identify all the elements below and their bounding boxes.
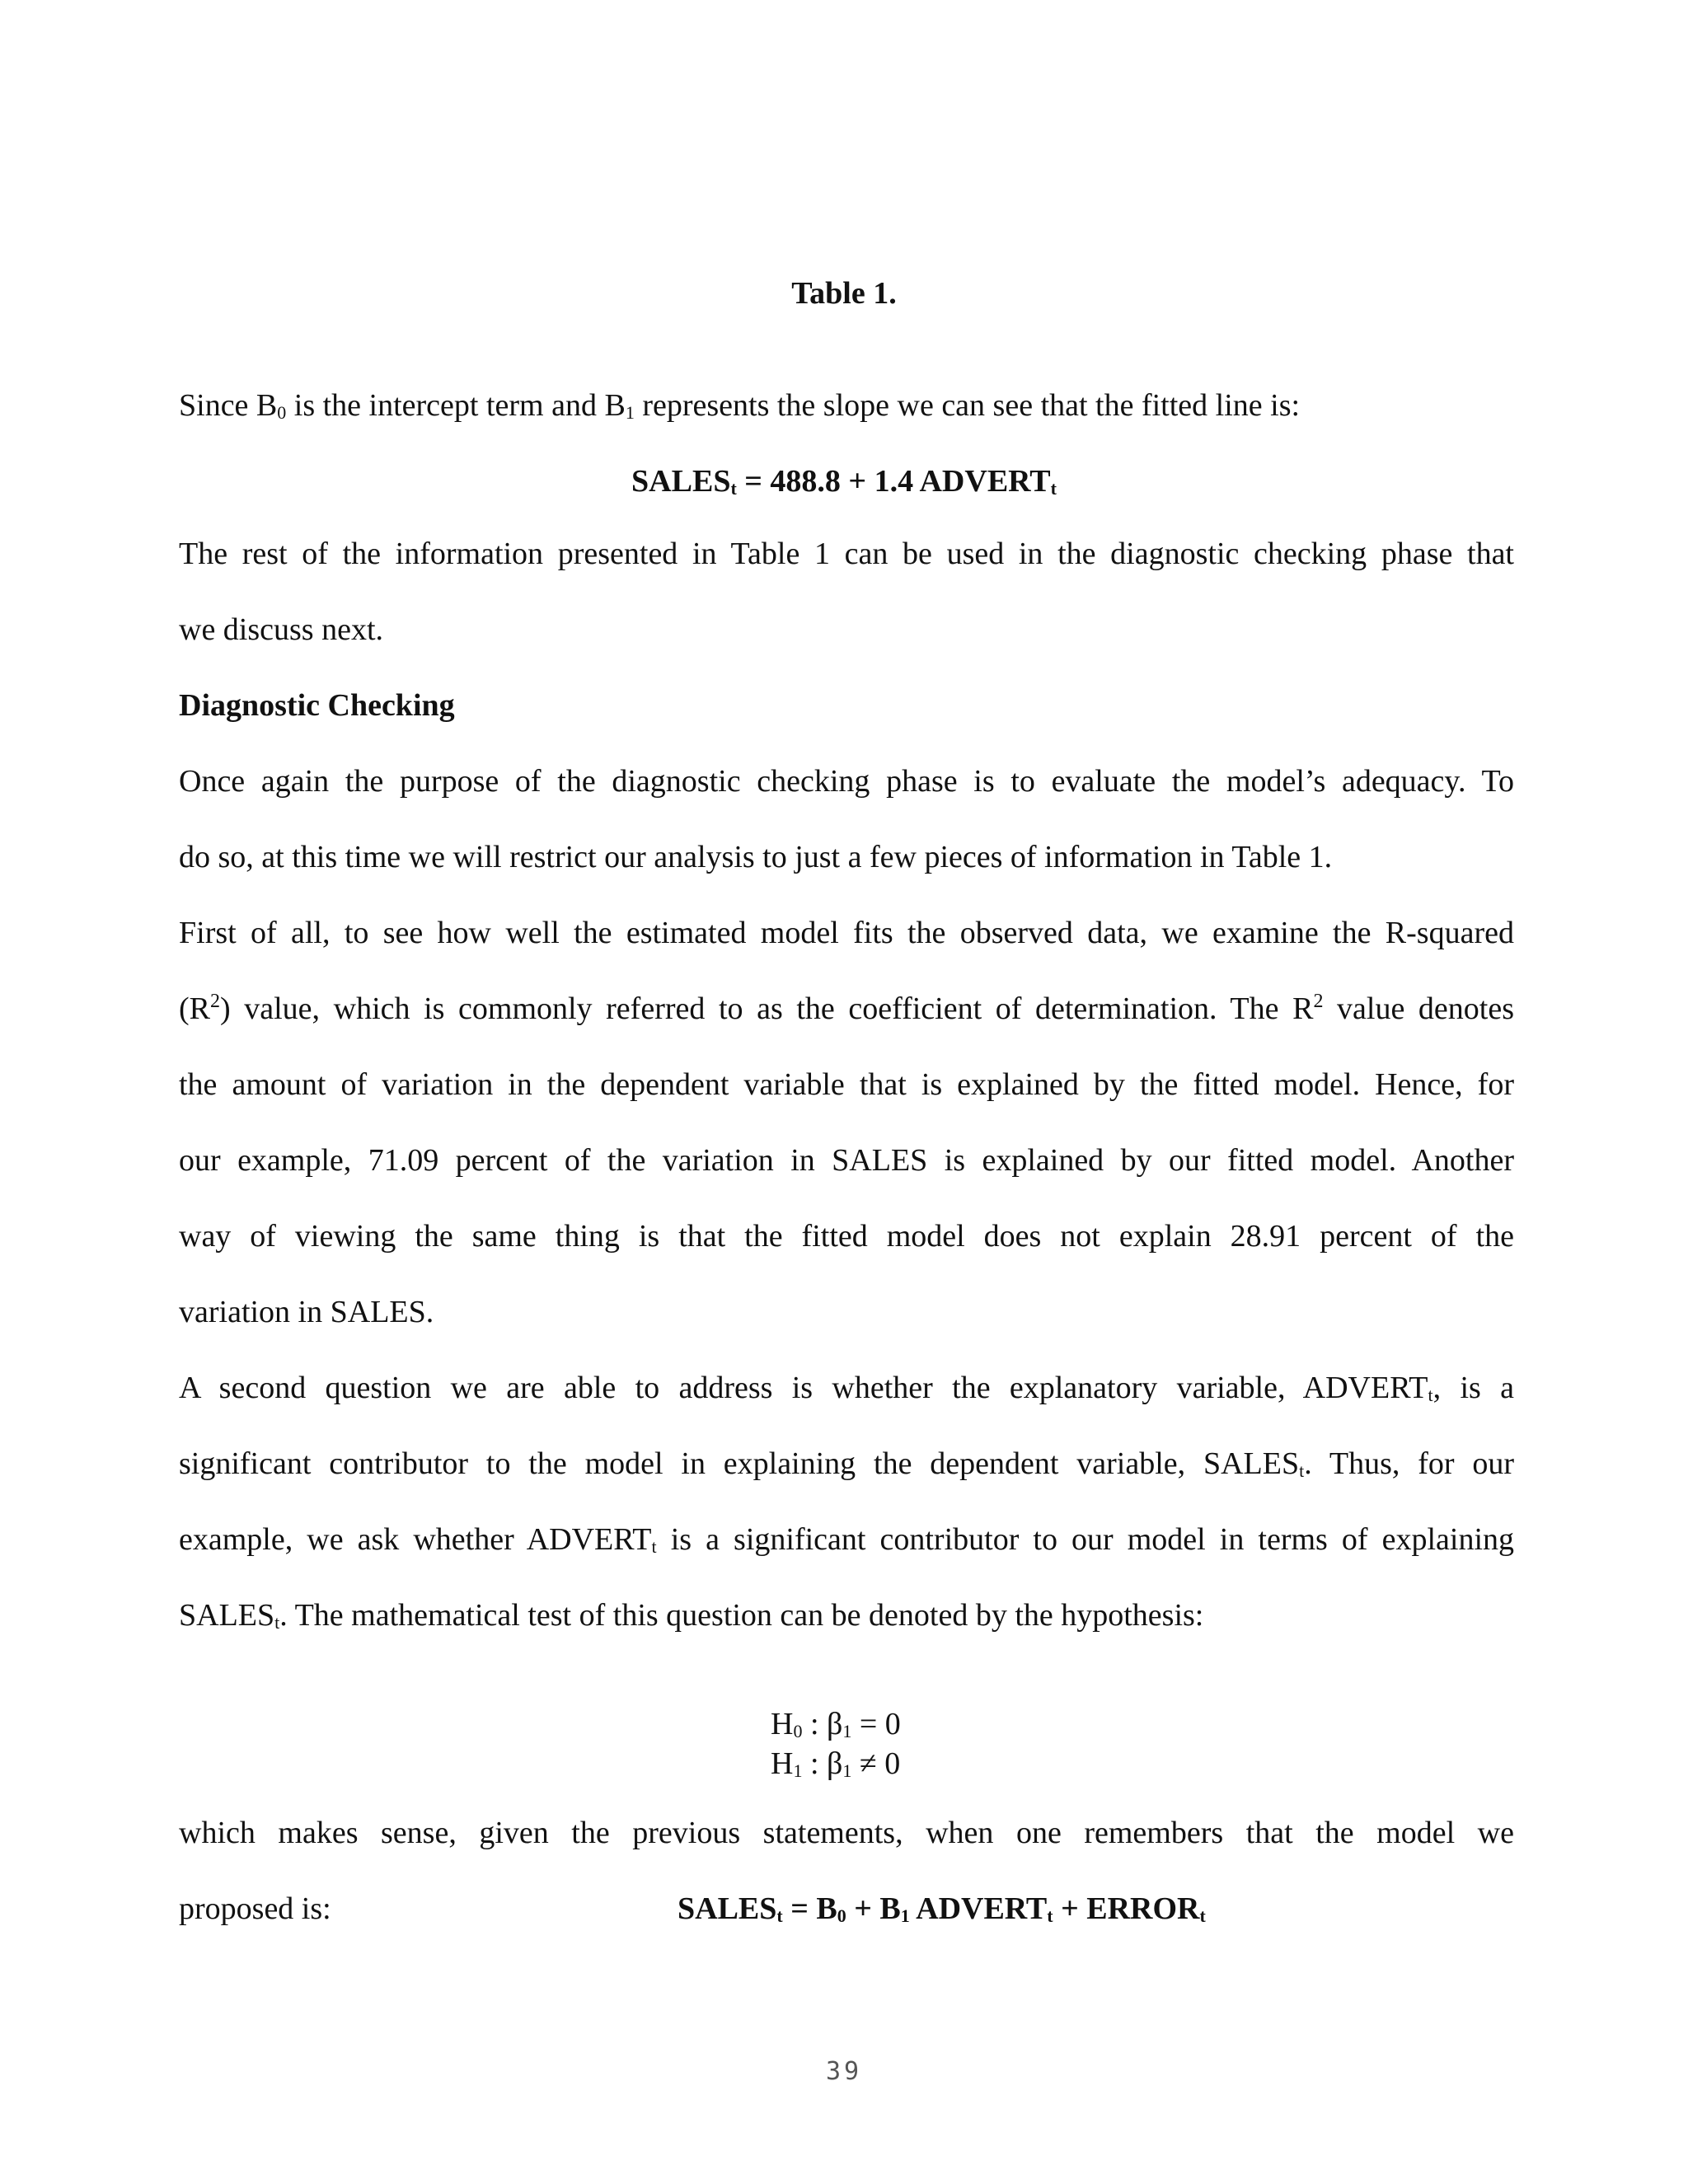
second-question-line-4: $SALES_t$. The mathematical test of this question can be denoted by the hypothesis: xyxy=(179,1598,1204,1633)
table-caption: Table 1. xyxy=(791,276,897,311)
section-heading: Diagnostic Checking xyxy=(179,688,455,723)
rest-paragraph-line-2: we discuss next. xyxy=(179,612,384,647)
rsquared-paragraph-line-4: our example, 71.09 percent of the variation in SALES is explained by our fitted model. Another xyxy=(179,1143,1514,1178)
rsquared-paragraph-line-1: First of all, to see how well the estimated model fits the observed data, we examine the R-squared xyxy=(179,916,1514,950)
closing-paragraph-label: proposed is: xyxy=(179,1891,331,1926)
fitted-line-equation: $SALES_t = 488.8 + 1.4$ $ADVERT_t$ xyxy=(631,464,1057,499)
rsquared-paragraph-line-2: $(R^2)$ value, which is commonly referred to as the coefficient of determination. The $R^2$ value denotes xyxy=(179,991,1514,1026)
second-question-line-3: example, we ask whether $ADVERT_t$ is a significant contributor to our model in terms of explaining xyxy=(179,1522,1515,1557)
rsquared-paragraph-line-5: way of viewing the same thing is that the fitted model does not explain 28.91 percent of the xyxy=(179,1219,1514,1254)
intro-line: Since $B_0$ is the intercept term and $B_1$ represents the slope we can see that the fitted line is: xyxy=(179,388,1301,423)
rsquared-paragraph-line-3: the amount of variation in the dependent variable that is explained by the fitted model. Hence, for xyxy=(179,1067,1514,1102)
page-number: 39 xyxy=(825,2057,863,2086)
second-question-line-2: significant contributor to the model in explaining the dependent variable, $SALES_t$. Thus, for our xyxy=(179,1446,1514,1481)
model-equation: $SALES_t = B_0 + B_1$ $ADVERT_t$ + $ERROR_t$ xyxy=(678,1891,1206,1926)
purpose-paragraph-line-1: Once again the purpose of the diagnostic checking phase is to evaluate the model’s adequacy. To xyxy=(179,764,1514,799)
rest-paragraph-line-1: The rest of the information presented in Table 1 can be used in the diagnostic checking phase that xyxy=(179,537,1514,571)
purpose-paragraph-line-2: do so, at this time we will restrict our analysis to just a few pieces of information in Table 1. xyxy=(179,840,1333,874)
null-hypothesis: $H_0$ : $\beta_1 = 0$ xyxy=(771,1707,901,1741)
rsquared-paragraph-line-6: variation in SALES. xyxy=(179,1295,434,1329)
alternative-hypothesis: $H_1$ : $\beta_1 \ne 0$ xyxy=(771,1746,901,1781)
closing-paragraph-line-1: which makes sense, given the previous statements, when one remembers that the model we xyxy=(179,1816,1514,1850)
second-question-line-1: A second question we are able to address is whether the explanatory variable, $ADVERT_t$, is a xyxy=(179,1371,1514,1405)
